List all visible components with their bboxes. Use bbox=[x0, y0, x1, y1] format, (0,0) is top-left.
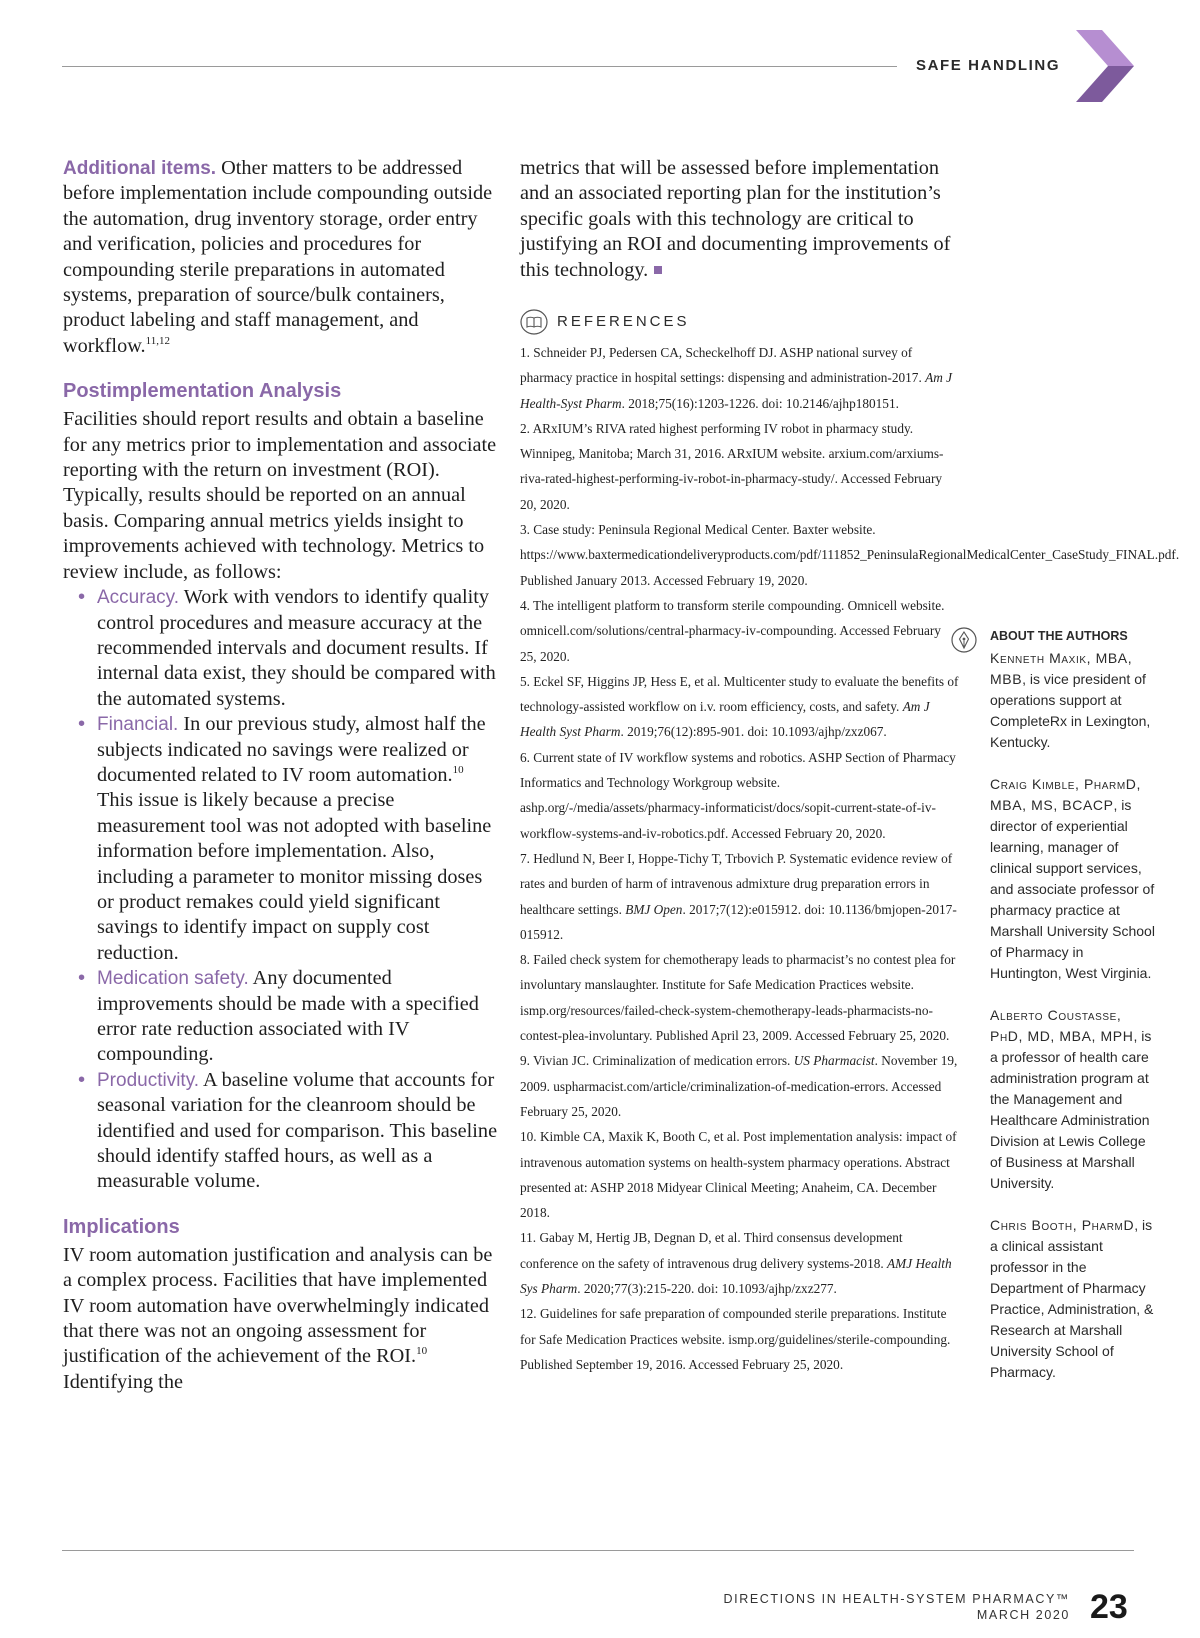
author-name: Craig Kimble, PharmD, MBA, MS, BCACP bbox=[990, 776, 1141, 813]
reference-text: . 2019;76(12):895-901. doi: 10.1093/ajhp/zxz067. bbox=[620, 724, 887, 740]
author-description: , is director of experiential learning, manager of clinical support services, and associate professor of pharmacy practice at Marshall University School of Pharmacy in Huntington, West Virginia. bbox=[990, 797, 1155, 981]
list-item-lead: Accuracy. bbox=[97, 587, 180, 609]
list-item-lead: Financial. bbox=[97, 714, 179, 736]
journal-title: DIRECTIONS IN HEALTH-SYSTEM PHARMACY™ bbox=[723, 1592, 1070, 1606]
article-column-left bbox=[63, 156, 499, 1395]
journal-name: BMJ Open bbox=[625, 901, 683, 917]
reference-item: 6. Current state of IV workflow systems and robotics. ASHP Section of Pharmacy Informatics and Technology Workgroup website. ashp.org/-/media/assets/pharmacy-informaticist/docs/sopit-current-state-of-iv-workflow-systems-and-iv-robotics.pdf. Accessed February 20, 2020. bbox=[520, 749, 956, 841]
author-name: Kenneth Maxik, MBA, MBB bbox=[990, 650, 1133, 687]
bullet-dot: • bbox=[78, 586, 86, 609]
journal-name: Am J Health-Syst Pharm bbox=[520, 370, 953, 411]
end-mark-icon bbox=[654, 266, 662, 274]
journal-name: AMJ Health Sys Pharm bbox=[520, 1255, 952, 1296]
list-item-productivity bbox=[78, 1068, 499, 1195]
reference-item bbox=[520, 1048, 960, 1124]
paragraph-postimplementation: Facilities should report results and obtain a baseline for any metrics prior to implementation and associate reporting with the return on investment (ROI). Typically, results should be reported on an annual basis. Comparing annual metrics yields insight to improvements achieved with technology. Metrics to review include, as follows: bbox=[63, 408, 497, 583]
section-label: SAFE HANDLING bbox=[916, 57, 1061, 74]
citation-superscript: 10 bbox=[452, 763, 464, 776]
list-item-text: In our previous study, almost half the subjects indicated no savings were realized or documented related to IV room automation. bbox=[97, 713, 486, 786]
reference-item: 3. Case study: Peninsula Regional Medical Center. Baxter website. https://www.baxtermedicationdeliveryproducts.com/pdf/111852_PeninsulaRegionalMedicalCenter_CaseStudy_FINAL.pdf. Published January 2013. Accessed February 19, 2020. bbox=[520, 522, 1180, 588]
page-number: 23 bbox=[1090, 1588, 1128, 1626]
section-heading-postimplementation: Postimplementation Analysis bbox=[63, 380, 342, 403]
reference-text: . November 19, 2009. uspharmacist.com/article/criminalization-of-medication-errors. Accessed February 25, 2020. bbox=[520, 1053, 958, 1119]
author-bio bbox=[990, 648, 1155, 753]
section-heading-implications: Implications bbox=[63, 1215, 180, 1238]
reference-item: 8. Failed check system for chemotherapy leads to pharmacist’s no contest plea for involuntary manslaughter. Institute for Safe Medication Practices website. ismp.org/resources/failed-check-system-chemotherapy-leads-pharmacists-no-contest-plea-involuntary. Published April 23, 2009. Accessed February 25, 2020. bbox=[520, 952, 956, 1044]
list-item-text: Any documented improvements should be made with a specified error rate reduction associated with IV compounding. bbox=[97, 967, 479, 1066]
reference-text: 9. Vivian JC. Criminalization of medication errors. bbox=[520, 1053, 794, 1069]
reference-text: . 2017;7(12):e015912. doi: 10.1136/bmjopen-2017-015912. bbox=[520, 901, 957, 942]
list-item-lead: Medication safety. bbox=[97, 968, 249, 990]
reference-item bbox=[520, 846, 960, 947]
reference-item bbox=[520, 1225, 960, 1301]
chevron-right-icon bbox=[1076, 30, 1134, 102]
journal-name: Am J Health Syst Pharm bbox=[520, 699, 930, 740]
runin-heading: Additional items. bbox=[63, 158, 217, 179]
paragraph-implications bbox=[63, 1243, 499, 1395]
author-description: , is vice president of operations support at CompleteRx in Lexington, Kentucky. bbox=[990, 671, 1151, 750]
bullet-dot: • bbox=[78, 967, 86, 990]
reference-item bbox=[520, 340, 960, 416]
list-item-lead: Productivity. bbox=[97, 1069, 200, 1091]
reference-text: 7. Hedlund N, Beer I, Hoppe-Tichy T, Trbovich P. Systematic evidence review of rates and burden of harm of intravenous admixture drug preparation errors in healthcare settings. bbox=[520, 850, 953, 917]
reference-text: 1. Schneider PJ, Pedersen CA, Scheckelhoff DJ. ASHP national survey of pharmacy practice in hospital settings: dispensing and administration-2017. bbox=[520, 345, 926, 386]
about-authors bbox=[990, 626, 1155, 1404]
paragraph-additional-items bbox=[63, 156, 499, 359]
bullet-dot: • bbox=[78, 1068, 86, 1091]
list-item-text: A baseline volume that accounts for seasonal variation for the cleanroom should be identified and used for comparison. This baseline should identify staffed hours, as well as a measurable volume. bbox=[97, 1068, 498, 1193]
reference-text: . 2020;77(3):215-220. doi: 10.1093/ajhp/zxz277. bbox=[577, 1280, 837, 1296]
citation-superscript: 10 bbox=[416, 1345, 428, 1358]
journal-name: US Pharmacist bbox=[793, 1053, 875, 1069]
pen-nib-icon bbox=[951, 627, 977, 653]
author-name: Chris Booth, PharmD bbox=[990, 1217, 1135, 1233]
author-description: , is a professor of health care administration program at the Management and Healthcare Administration Division at Lewis College of Business at Marshall University. bbox=[990, 1028, 1152, 1191]
paragraph-text: Other matters to be addressed before implementation include compounding outside the automation, drug inventory storage, order entry and verification, policies and procedures for compounding sterile preparations in automated systems, preparation of source/bulk containers, product labeling and staff management, and workflow. bbox=[63, 157, 493, 357]
footer-rule bbox=[62, 1550, 1134, 1551]
list-item-financial bbox=[78, 712, 499, 966]
bullet-dot: • bbox=[78, 713, 86, 736]
about-authors-heading: ABOUT THE AUTHORS bbox=[990, 629, 1128, 643]
references-heading: REFERENCES bbox=[557, 313, 690, 330]
reference-item: 10. Kimble CA, Maxik K, Booth C, et al. Post implementation analysis: impact of intravenous automation systems on health-system pharmacy operations. Abstract presented at: ASHP 2018 Midyear Clinical Meeting; Anaheim, CA. December 2018. bbox=[520, 1129, 957, 1221]
reference-text: . 2018;75(16):1203-1226. doi: 10.2146/ajhp180151. bbox=[621, 395, 899, 411]
list-item-text: Work with vendors to identify quality control procedures and measure accuracy at the recommended intervals and document results. If internal data exist, they should be compared with the automated systems. bbox=[97, 586, 496, 710]
list-item-text: This issue is likely because a precise measurement tool was not adopted with baseline information before implementation. Also, including a parameter to monitor missing doses or product remakes could yield significant savings to identify impact on supply cost reduction. bbox=[97, 789, 492, 964]
issue-date: MARCH 2020 bbox=[976, 1608, 1070, 1622]
author-bio bbox=[990, 1215, 1155, 1383]
reference-item: 2. ARxIUM’s RIVA rated highest performing IV robot in pharmacy study. Winnipeg, Manitoba; March 31, 2016. ARxIUM website. arxium.com/arxiums-riva-rated-highest-performing-iv-robot-in-pharmacy-study/. Accessed February 20, 2020. bbox=[520, 420, 944, 512]
metrics-list bbox=[63, 585, 499, 1195]
list-item-medication-safety bbox=[78, 966, 499, 1068]
paragraph-text: IV room automation justification and analysis can be a complex process. Facilities that have implemented IV room automation have overwhelmingly indicated that there was not an ongoing assessment for justification of the achievement of the ROI. bbox=[63, 1243, 493, 1368]
paragraph-continued: metrics that will be assessed before implementation and an associated reporting plan for the institution’s specific goals with this technology are critical to justifying an ROI and documenting improvements of this technology. bbox=[520, 157, 951, 281]
author-bio bbox=[990, 1005, 1155, 1194]
author-bio bbox=[990, 774, 1155, 984]
header-rule bbox=[62, 66, 897, 67]
open-book-icon bbox=[520, 309, 548, 335]
author-name: Alberto Coustasse, PhD, MD, MBA, MPH bbox=[990, 1007, 1134, 1044]
paragraph-text: Identifying the bbox=[63, 1370, 183, 1393]
citation-superscript: 11,12 bbox=[145, 334, 170, 347]
reference-item: 12. Guidelines for safe preparation of compounded sterile preparations. Institute for Safe Medication Practices website. ismp.org/guidelines/sterile-compounding. Published September 19, 2016. Accessed February 25, 2020. bbox=[520, 1306, 951, 1372]
reference-item bbox=[520, 669, 960, 745]
article-column-right bbox=[520, 156, 960, 283]
reference-text: 5. Eckel SF, Higgins JP, Hess E, et al. Multicenter study to evaluate the benefits of technology-assisted workflow on i.v. room efficiency, costs, and safety. bbox=[520, 673, 959, 715]
author-description: , is a clinical assistant professor in the Department of Pharmacy Practice, Administration, & Research at Marshall University School of Pharmacy. bbox=[990, 1217, 1154, 1380]
reference-item: 4. The intelligent platform to transform sterile compounding. Omnicell website. omnicell.com/solutions/central-pharmacy-iv-compounding. Accessed February 25, 2020. bbox=[520, 597, 945, 664]
reference-text: 11. Gabay M, Hertig JB, Degnan D, et al. Third consensus development conference on the safety of intravenous drug delivery systems-2018. bbox=[520, 1230, 903, 1271]
list-item-accuracy bbox=[78, 585, 499, 712]
